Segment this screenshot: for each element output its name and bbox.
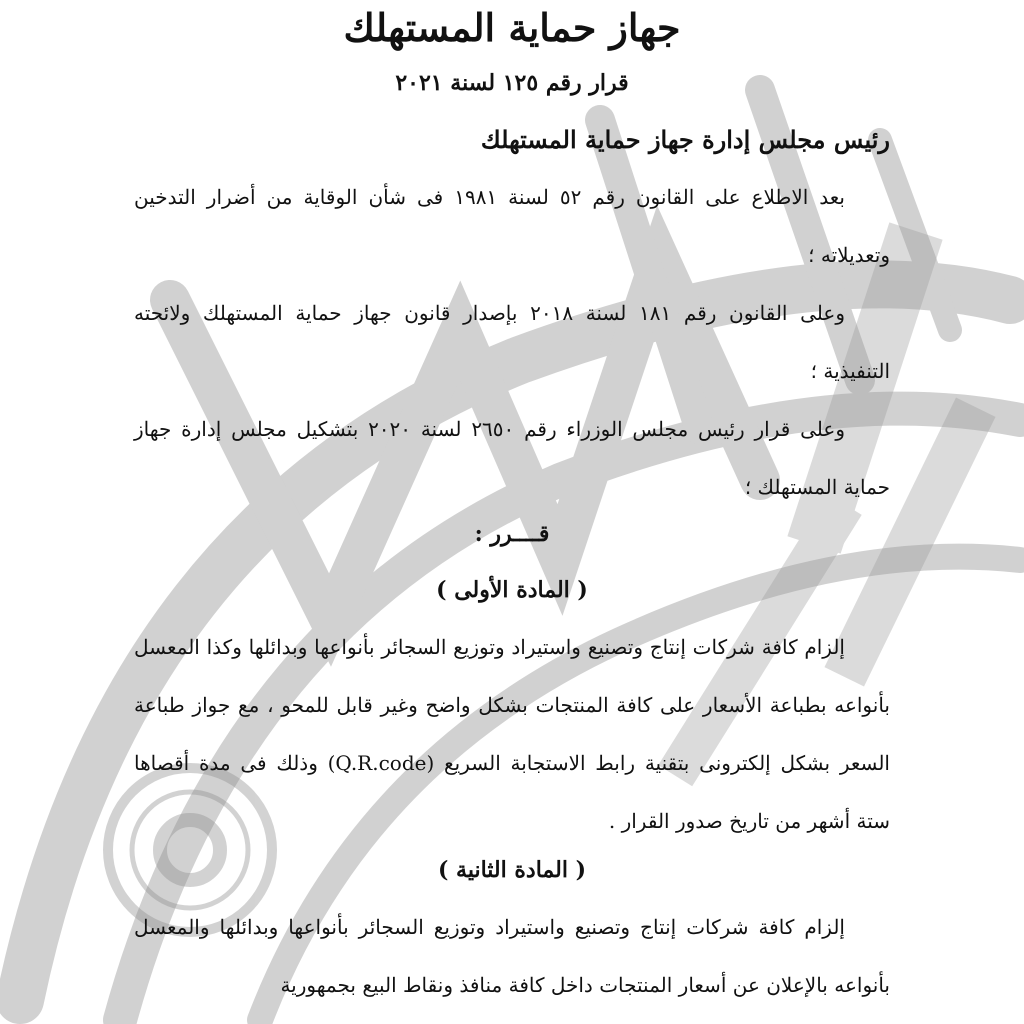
preamble-paragraph: وعلى قرار رئيس مجلس الوزراء رقم ٢٦٥٠ لسنة ٢٠٢٠ بتشكيل مجلس إدارة جهاز حماية المستهلك ؛	[134, 417, 890, 499]
preamble-paragraph: بعد الاطلاع على القانون رقم ٥٢ لسنة ١٩٨١ فى شأن الوقاية من أضرار التدخين وتعديلاته ؛	[134, 185, 890, 267]
issuer-heading: رئيس مجلس إدارة جهاز حماية المستهلك	[480, 125, 890, 154]
preamble-paragraph: وعلى القانون رقم ١٨١ لسنة ٢٠١٨ بإصدار قانون جهاز حماية المستهلك ولائحته التنفيذية ؛	[134, 301, 890, 383]
decree-heading: قــــرر :	[474, 521, 550, 547]
decision-number: قرار رقم ١٢٥ لسنة ٢٠٢١	[395, 70, 629, 96]
document-title: جهاز حماية المستهلك	[343, 5, 681, 50]
article-text: إلزام كافة شركات إنتاج وتصنيع واستيراد وتوزيع السجائر بأنواعها وبدائلها وكذا المعسل بأنواعه بطباعة الأسعار على كافة المنتجات بشكل واضح وغير قابل للمحو ، مع جواز طباعة السعر بشكل إلكترونى بتقنية رابط الاستجابة السريع (Q.R.code) وذلك فى مدة أقصاها ستة أشهر من تاريخ صدور القرار .	[134, 635, 890, 833]
article-title: ( المادة الأولى )	[436, 577, 588, 603]
article-title: ( المادة الثانية )	[437, 857, 587, 883]
article-text: إلزام كافة شركات إنتاج وتصنيع واستيراد وتوزيع السجائر بأنواعها وبدائلها والمعسل بأنواعه بالإعلان عن أسعار المنتجات داخل كافة منافذ ونقاط البيع بجمهورية	[134, 915, 890, 997]
